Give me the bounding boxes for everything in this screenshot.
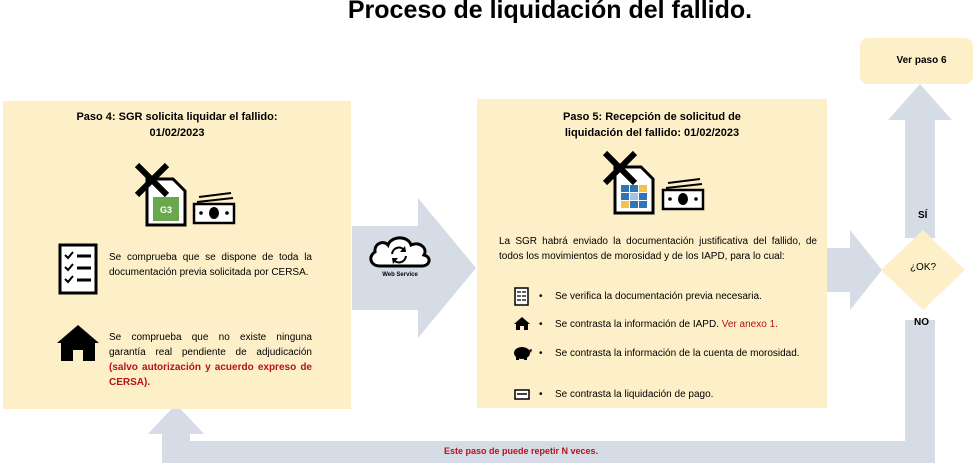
step5-bullet3-dot: • [539,348,543,359]
page-title: Proceso de liquidación del fallido. [347,0,753,24]
decision-no-label: NO [914,317,929,328]
money-icon [191,191,237,225]
piggy-bank-icon [512,344,532,360]
doc-badge: G3 [159,205,173,215]
step5-bullet3: Se contrasta la información de la cuenta de morosidad. [555,348,800,359]
step5-bullet1: Se verifica la documentación previa necesaria. [555,291,762,302]
crossed-spreadsheet-icon [601,149,656,215]
money-icon-step5 [660,177,706,211]
checklist-icon [58,243,98,295]
cloud-sync-icon [366,232,434,272]
bill-small-icon [514,389,530,400]
crossed-document-icon [133,161,188,227]
right-arrow-to-decision [827,230,882,310]
step4-box [3,101,351,409]
step4-item2: Se comprueba que no existe ninguna garantía real pendiente de adjudicación (salvo autorización y acuerdo expreso de CERSA). [109,332,312,388]
step5-bullet2: Se contrasta la información de IAPD. Ver anexo 1. [555,319,778,330]
decision-yes-label: SÍ [918,210,928,221]
house-icon [55,323,101,363]
step5-bullet4-dot: • [539,389,543,400]
checklist-small-icon [514,287,529,306]
decision-label: ¿OK? [909,262,937,273]
step5-bullet4: Se contrasta la liquidación de pago. [555,389,714,400]
web-service-label: Web Service [382,272,418,278]
step4-item1: Se comprueba que se dispone de toda la documentación previa solicitada por CERSA. [109,252,312,278]
step4-heading: Paso 4: SGR solicita liquidar el fallido: 01/02/2023 [76,111,278,139]
annex-link[interactable]: Ver anexo 1. [721,319,778,330]
step4-item2-note: (salvo autorización y acuerdo expreso de CERSA). [109,362,312,388]
step5-box [477,99,827,408]
loop-note: Este paso de puede repetir N veces. [444,446,599,456]
house-small-icon [513,316,531,331]
next-step-label: Ver paso 6 [896,55,947,66]
step5-heading: Paso 5: Recepción de solicitud de liquidación del fallido: 01/02/2023 [563,111,741,139]
step5-bullet2-dot: • [539,319,543,330]
step5-bullet1-dot: • [539,291,543,302]
step5-intro: La SGR habrá enviado la documentación justificativa del fallido, de todos los movimientos de morosidad y de los IAPD, para lo cual: [499,236,817,262]
next-step-box[interactable] [860,38,973,84]
